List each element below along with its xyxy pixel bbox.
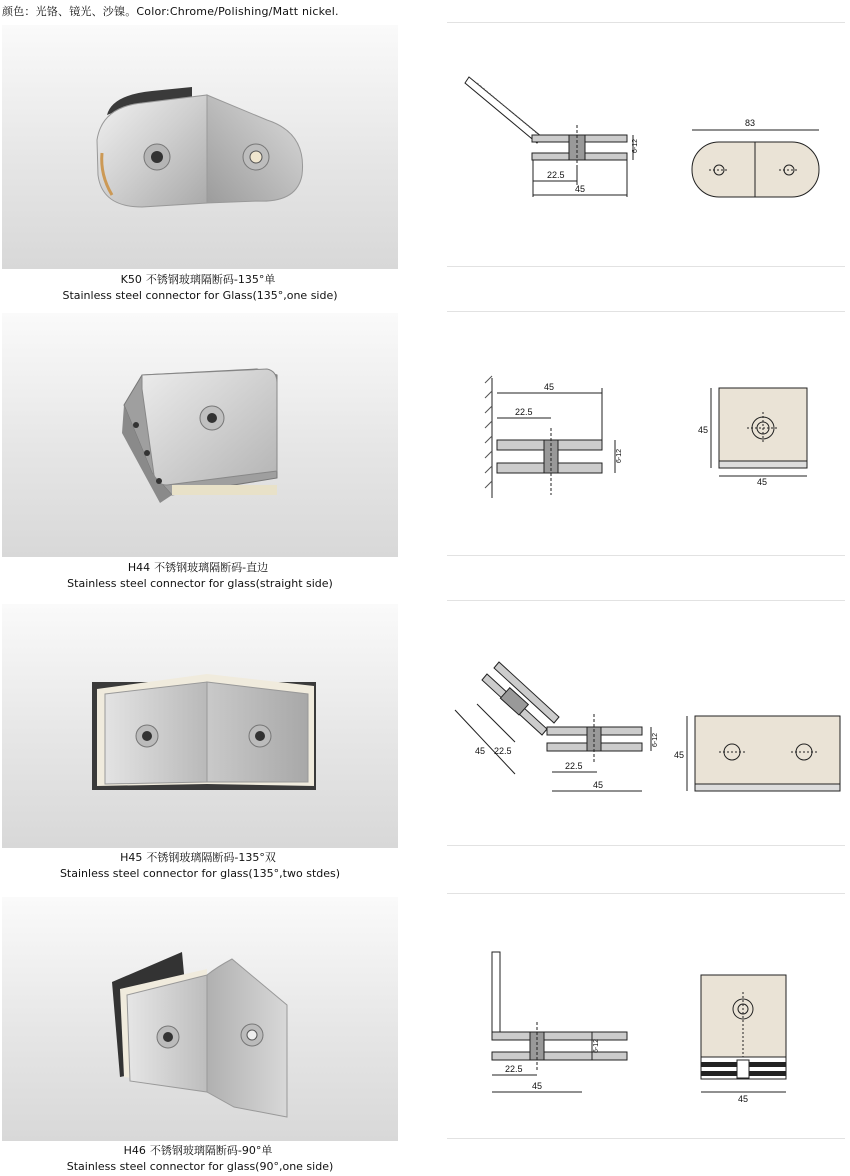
divider — [447, 893, 845, 894]
color-note: 颜色：光铬、镜光、沙镍。Color:Chrome/Polishing/Matt nickel. — [2, 5, 339, 18]
caption-h44 — [2, 560, 398, 592]
product-en-name: Stainless steel connector for glass(straight side) — [67, 577, 333, 590]
product-code: H46 — [123, 1144, 146, 1157]
product-cn-name: 不锈钢玻璃隔断码-135°双 — [146, 851, 276, 864]
divider — [447, 845, 845, 846]
divider — [447, 266, 845, 267]
dim-half: 22.5 — [547, 170, 565, 180]
product-code: H45 — [120, 851, 143, 864]
dim-half: 22.5 — [565, 761, 583, 771]
divider — [447, 22, 845, 23]
dim-side-width: 45 — [475, 746, 486, 756]
drawing-h45 — [447, 604, 845, 848]
divider — [447, 311, 845, 312]
h45-technical-drawing — [447, 604, 845, 848]
dim-glass: 6-12 — [593, 1038, 600, 1053]
dim-face-width: 45 — [738, 1094, 749, 1104]
dim-width: 45 — [593, 780, 604, 790]
dim-face-width: 45 — [757, 477, 768, 487]
product-code: H44 — [127, 561, 151, 574]
dim-side-half: 22.5 — [494, 746, 512, 756]
product-cn-name: 不锈钢玻璃隔断码-90°单 — [149, 1144, 273, 1157]
dim-glass: 6-12 — [632, 138, 639, 153]
product-photo-h46 — [2, 897, 398, 1141]
dim-width: 45 — [532, 1081, 543, 1091]
dim-width: 45 — [544, 382, 555, 392]
h46-technical-drawing — [447, 897, 845, 1141]
product-code: K50 — [120, 273, 142, 286]
dim-glass: 6-12 — [616, 448, 623, 463]
caption-k50 — [2, 272, 398, 304]
k50-connector-image — [2, 25, 398, 269]
product-en-name: Stainless steel connector for glass(90°,one side) — [66, 1160, 334, 1173]
dim-width: 45 — [575, 184, 586, 194]
divider — [447, 1138, 845, 1139]
h45-connector-image — [2, 604, 398, 848]
product-photo-h44 — [2, 313, 398, 557]
caption-h46 — [2, 1143, 398, 1175]
drawing-h44 — [447, 313, 845, 557]
divider — [447, 600, 845, 601]
product-en-name: Stainless steel connector for Glass(135°,one side) — [62, 289, 338, 302]
caption-h45 — [2, 850, 398, 882]
k50-technical-drawing — [447, 25, 845, 269]
h44-connector-image — [2, 313, 398, 557]
product-photo-h45 — [2, 604, 398, 848]
divider — [447, 555, 845, 556]
drawing-k50 — [447, 25, 845, 269]
dim-half: 22.5 — [515, 407, 533, 417]
h44-technical-drawing — [447, 313, 845, 557]
dim-face-height: 45 — [698, 425, 709, 435]
product-en-name: Stainless steel connector for glass(135°,two stdes) — [59, 867, 341, 880]
drawing-h46 — [447, 897, 845, 1141]
product-cn-name: 不锈钢玻璃隔断码-直边 — [154, 561, 269, 574]
dim-overall: 83 — [745, 118, 756, 128]
product-cn-name: 不锈钢玻璃隔断码-135°单 — [145, 273, 276, 286]
h46-connector-image — [2, 897, 398, 1141]
dim-face-height: 45 — [674, 750, 685, 760]
product-photo-k50 — [2, 25, 398, 269]
dim-half: 22.5 — [505, 1064, 523, 1074]
dim-glass: 6-12 — [652, 732, 659, 747]
